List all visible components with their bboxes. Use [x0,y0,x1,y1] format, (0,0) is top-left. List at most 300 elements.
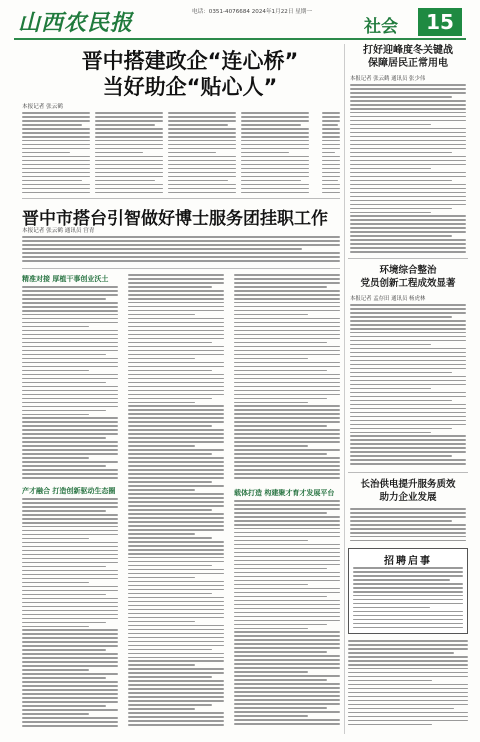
text-line [22,152,70,154]
text-line [128,704,212,706]
text-line [348,664,468,666]
text-line [128,716,224,718]
text-line [241,160,309,162]
text-line [350,176,466,178]
text-line [22,414,89,416]
text-line [128,517,224,519]
text-line [22,116,90,118]
text-line [350,215,466,217]
text-line [348,656,468,658]
text-line [22,358,118,360]
text-line [234,520,340,522]
text-line [128,461,224,463]
text-line [128,541,224,543]
text-line [22,578,118,580]
text-line [128,569,224,571]
text-line [22,417,118,419]
text-line [241,148,309,150]
text-line [350,340,466,342]
text-line [128,617,224,619]
text-line [234,354,340,356]
text-line [348,716,468,718]
text-line [128,370,212,372]
text-line [22,298,106,300]
text-line [322,156,340,158]
text-line [22,610,118,612]
text-line [350,168,431,170]
text-line [241,128,309,130]
text-line [22,586,118,588]
right-article-2-title [348,264,468,290]
text-line [234,556,340,558]
text-line [348,700,468,702]
text-line [353,587,463,589]
text-line [350,388,431,390]
notice-title: 招聘启事 [384,556,432,567]
text-line [22,172,90,174]
text-line [241,132,309,134]
text-line [22,641,118,643]
text-line [128,609,224,611]
text-line [348,668,468,670]
text-line [234,421,340,423]
main-headline-line1: 晋中搭建政企“连心桥” [81,49,299,73]
text-line [22,374,118,376]
text-line [350,443,466,445]
text-line [22,701,118,703]
text-line [22,394,118,396]
text-line [350,352,466,354]
text-line [128,708,195,710]
text-line [22,677,106,679]
text-line [128,314,195,316]
text-line [22,669,89,671]
text-line [128,386,224,388]
text-line [95,168,163,170]
text-line [95,152,143,154]
text-line [234,667,340,669]
text-line [128,453,212,455]
text-line [322,176,340,178]
text-line [128,358,195,360]
text-line [168,116,236,118]
text-line [168,168,236,170]
text-line [128,625,224,627]
text-line [128,366,224,368]
text-line [234,679,327,681]
text-line [128,390,224,392]
text-line [234,449,340,451]
text-line [234,413,340,415]
text-line [128,553,224,555]
text-line [22,425,118,427]
text-line [234,715,308,717]
right-article-1-byline: 本报记者 张云鹤 通讯员 张少伟 [350,76,426,82]
text-line [128,334,224,336]
text-line [168,192,236,194]
text-line [234,473,340,475]
second-article-column-3b [234,500,340,730]
text-line [22,518,118,520]
text-line [234,532,340,534]
text-line [234,552,340,554]
text-line [234,596,327,598]
text-line [234,564,340,566]
text-line [234,477,340,479]
text-line [353,571,463,573]
text-line [353,611,463,613]
text-line [353,599,463,601]
text-line [22,721,118,723]
text-line [348,724,432,726]
text-line [128,605,224,607]
text-line [322,164,340,166]
text-line [168,180,228,182]
text-line [22,570,118,572]
text-line [128,629,224,631]
text-line [241,164,309,166]
text-line [241,116,309,118]
text-line [22,342,118,344]
text-line [234,687,340,689]
text-line [128,286,212,288]
text-line [95,148,163,150]
text-line [241,176,309,178]
text-line [22,406,118,408]
text-line [234,437,340,439]
text-line [350,144,466,146]
text-line [234,445,308,447]
text-line [350,384,466,386]
text-line [22,252,340,254]
text-line [128,700,224,702]
text-line [234,655,340,657]
text-line [234,584,308,586]
text-line [353,591,463,593]
second-lead-paragraph [22,236,340,264]
text-line [128,676,212,678]
text-line [95,140,163,142]
text-line [128,433,224,435]
text-line [234,378,340,380]
text-line [350,160,466,162]
text-line [22,398,118,400]
text-line [22,693,118,695]
text-line [128,601,224,603]
text-line [22,534,118,536]
footer-classifieds [348,640,468,730]
text-line [350,148,466,150]
text-line [22,421,118,423]
text-line [22,350,118,352]
text-line [350,455,452,457]
text-line [350,108,466,110]
text-line [234,703,340,705]
text-line [128,712,224,714]
text-line [22,633,118,635]
text-line [234,651,327,653]
text-line [350,132,466,134]
text-line [128,278,224,280]
text-line [234,628,308,630]
text-line [350,88,466,90]
main-article-column-2 [95,112,163,196]
text-line [234,671,308,673]
text-line [22,192,90,194]
text-line [128,660,224,662]
text-line [128,549,224,551]
text-line [348,696,468,698]
text-line [234,429,340,431]
text-line [234,691,340,693]
main-article-column-4 [241,112,309,196]
second-headline: 晋中市搭台引智做好博士服务团挂职工作 [22,209,328,229]
text-line [241,152,289,154]
text-line [322,136,340,138]
text-line [350,164,466,166]
text-line [22,148,90,150]
text-line [128,481,212,483]
divider-right-2 [348,472,468,473]
text-line [234,322,340,324]
text-line [350,532,466,534]
text-line [350,412,466,414]
text-line [128,469,224,471]
text-line [234,409,340,411]
text-line [234,707,327,709]
text-line [168,124,228,126]
second-article-column-1b [22,498,118,730]
text-line [128,465,224,467]
text-line [350,400,452,402]
text-line [322,132,340,134]
text-line [22,562,118,564]
text-line [234,394,340,396]
text-line [234,390,340,392]
text-line [22,550,118,552]
right-article-1-body [350,84,466,258]
text-line [350,152,452,154]
right-article-2-title-line2: 党员创新工程成效显著 [360,278,456,289]
text-line [234,330,340,332]
text-line [22,136,90,138]
main-article-column-1 [22,112,90,196]
text-line [128,405,224,407]
text-line [22,160,90,162]
text-line [128,326,224,328]
text-line [22,653,118,655]
text-line [350,416,466,418]
text-line [322,112,340,114]
text-line [234,500,340,502]
text-line [128,485,224,487]
text-line [234,274,340,276]
main-headline [60,48,320,100]
text-line [128,362,224,364]
text-line [350,364,466,366]
text-line [353,583,463,585]
text-line [22,657,118,659]
text-line [128,696,224,698]
text-line [128,497,224,499]
masthead-meta [192,8,354,16]
text-line [350,227,466,229]
text-line [350,312,466,314]
text-line [95,176,163,178]
text-line [234,624,327,626]
text-line [322,188,340,190]
text-line [350,508,466,510]
text-line [350,172,466,174]
text-line [22,697,118,699]
text-line [350,447,466,449]
text-line [241,136,309,138]
text-line [128,421,224,423]
main-byline: 本报记者 张云鹤 [22,104,63,110]
text-line [22,469,118,471]
text-line [128,417,224,419]
text-line [234,433,340,435]
text-line [22,256,340,258]
text-line [128,429,224,431]
text-line [22,502,118,504]
text-line [22,346,118,348]
text-line [22,681,118,683]
text-line [350,251,466,253]
text-line [322,140,340,142]
text-line [234,504,340,506]
text-line [22,614,118,616]
text-line [128,525,224,527]
text-line [22,437,106,439]
text-line [350,188,466,190]
text-line [95,120,163,122]
text-line [22,645,118,647]
text-line [234,358,308,360]
text-line [234,659,340,661]
text-line [22,665,118,667]
text-line [22,598,118,600]
text-line [234,512,327,514]
text-line [95,156,163,158]
text-line [95,180,155,182]
text-line [168,184,236,186]
text-line [128,374,224,376]
text-line [234,536,340,538]
text-line [350,320,466,322]
text-line [350,348,466,350]
text-line [350,360,466,362]
text-line [128,402,195,404]
text-line [22,386,118,388]
text-line [22,514,118,516]
text-line [22,705,106,707]
main-article-column-3 [168,112,236,196]
text-line [348,660,468,662]
text-line [168,120,236,122]
text-line [128,282,224,284]
text-line [95,128,163,130]
text-line [22,176,90,178]
text-line [128,378,224,380]
text-line [241,144,309,146]
text-line [350,156,466,158]
page-number: 15 [418,8,462,36]
text-line [241,192,309,194]
text-line [234,635,340,637]
text-line [234,568,327,570]
text-line [168,188,236,190]
text-line [128,657,224,659]
second-subhead-4: 载体打造 构建聚才育才发展平台 [234,489,335,497]
text-line [22,302,118,304]
text-line [128,561,224,563]
text-line [128,338,224,340]
text-line [234,306,340,308]
newspaper-logo: 山西农民报 [18,10,134,36]
text-line [322,180,338,182]
text-line [350,540,466,542]
right-article-3-body [350,508,466,544]
second-subhead-2: 产才融合 打造创新驱动生态圈 [22,487,116,495]
text-line [128,318,224,320]
text-line [234,639,340,641]
text-line [22,362,118,364]
text-line [234,405,340,407]
text-line [234,310,340,312]
text-line [350,184,466,186]
text-line [95,116,163,118]
text-line [22,390,118,392]
text-line [22,140,90,142]
text-line [350,304,466,306]
text-line [22,542,118,544]
text-line [22,429,118,431]
text-line [128,672,224,674]
text-line [22,622,106,624]
text-line [234,675,340,677]
text-line [234,524,340,526]
text-line [350,180,452,182]
text-line [22,510,106,512]
text-line [22,260,340,262]
right-article-3-title-line1: 长治供电提升服务质效 [360,479,456,490]
masthead [14,4,466,40]
text-line [234,278,340,280]
text-line [234,695,340,697]
text-line [128,489,195,491]
text-line [322,148,340,150]
text-line [234,417,340,419]
text-line [168,172,236,174]
text-line [128,581,224,583]
text-line [348,680,432,682]
text-line [128,322,224,324]
text-line [234,572,340,574]
text-line [128,473,224,475]
text-line [168,156,236,158]
text-line [168,132,236,134]
text-line [22,310,118,312]
second-byline: 本报记者 张云鹤 通讯员 宫青 [22,228,95,234]
text-line [22,338,118,340]
text-line [234,592,340,594]
text-line [234,334,340,336]
text-line [241,180,301,182]
text-line [128,394,224,396]
text-line [350,308,466,310]
text-line [22,433,118,435]
